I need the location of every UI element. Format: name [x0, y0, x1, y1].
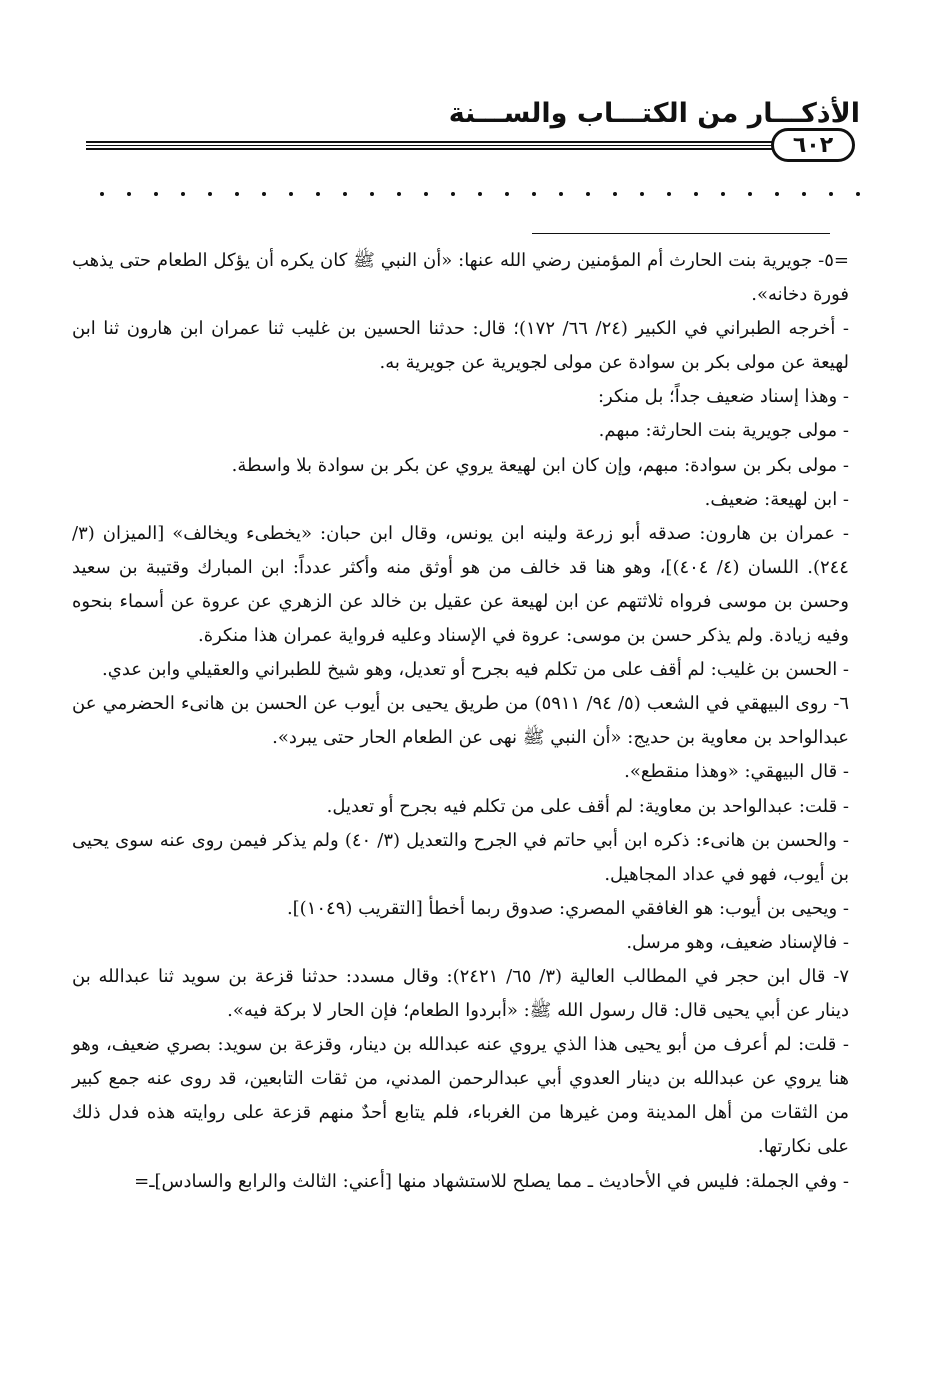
separator-dot — [397, 192, 401, 196]
footnote-paragraph: - مولى بكر بن سوادة: مبهم، وإن كان ابن لهيعة يروي عن بكر بن سوادة بلا واسطة. — [231, 454, 849, 476]
footnote-paragraph: - وفي الجملة: فليس في الأحاديث ـ مما يصلح للاستشهاد منها [أعني: الثالث والرابع والسادس]ـ= — [134, 1170, 849, 1192]
footnote-paragraph: - والحسن بن هانىء: ذكره ابن أبي حاتم في الجرح والتعديل (٣/ ٤٠) ولم يذكر فيمن روى عنه سوى يحيى بن أيوب، فهو في عداد المجاهيل. — [72, 829, 849, 885]
footnote-paragraph: - قال البيهقي: «وهذا منقطع». — [624, 761, 849, 783]
separator-dot — [478, 192, 482, 196]
footnote-paragraph: - وهذا إسناد ضعيف جداً؛ بل منكر: — [597, 386, 849, 408]
separator-dot — [343, 192, 347, 196]
separator-dots — [100, 192, 860, 196]
separator-dot — [721, 192, 725, 196]
separator-dot — [559, 192, 563, 196]
header-rule-line — [86, 148, 773, 150]
separator-dot — [802, 192, 806, 196]
header-rule-line — [86, 145, 773, 146]
separator-dot — [424, 192, 428, 196]
separator-dot — [829, 192, 833, 196]
separator-dot — [100, 192, 104, 196]
footnote-paragraph: =٥- جويرية بنت الحارث أم المؤمنين رضي الله عنها: «أن النبي ﷺ كان يكره أن يؤكل الطعام حتى يذهب فورة دخانه». — [72, 250, 849, 306]
separator-dot — [640, 192, 644, 196]
footnote-paragraph: - ويحيى بن أيوب: هو الغافقي المصري: صدوق ربما أخطأ [التقريب (١٠٤٩)]. — [286, 897, 849, 919]
separator-dot — [451, 192, 455, 196]
separator-dot — [235, 192, 239, 196]
separator-dot — [127, 192, 131, 196]
separator-dot — [316, 192, 320, 196]
separator-dot — [181, 192, 185, 196]
footnote-paragraph: - قلت: لم أعرف من أبو يحيى هذا الذي يروي عنه عبدالله بن دينار، وقزعة بن سويد: بصري ضعيف، وهو هنا يروي عن عبدالله بن دينار العدوي أبي عبدالرحمن المدني، من ثقات التابعين، قد روى عنه جمع كبير من الثقات من أهل المدينة ومن غيرها من الغرباء، فلم يتابع أحدٌ منهم قزعة على روايته هذه فدل ذلك على نكارتها. — [72, 1034, 849, 1158]
footnote-text — [72, 244, 849, 1199]
separator-dot — [856, 192, 860, 196]
footnote-paragraph: - عمران بن هارون: صدقه أبو زرعة ولينه ابن يونس، وقال ابن حبان: «يخطىء ويخالف» [الميزان (٣/ ٢٤٤). اللسان (٤/ ٤٠٤)]، وهو هنا قد خالف من هو أوثق منه وأكثر عدداً: ابن المبارك وقتيبة بن سعيد وحسن بن موسى فرواه ثلاثتهم عن ابن لهيعة عن عقيل بن خالد عن الزهري عن عروة عن أسماء بنحوه وفيه زيادة. ولم يذكر حسن بن موسى: عروة في الإسناد وعليه فرواية عمران هذا منكرة. — [72, 522, 849, 647]
footnote-paragraph: - مولى جويرية بنت الحارثة: مبهم. — [598, 420, 849, 442]
separator-dot — [694, 192, 698, 196]
footnote-paragraph: - قلت: عبدالواحد بن معاوية: لم أقف على من تكلم فيه بجرح أو تعديل. — [326, 795, 849, 817]
separator-dot — [370, 192, 374, 196]
page-number: ٦٠٢ — [771, 128, 855, 162]
footnote-paragraph: - أخرجه الطبراني في الكبير (٢٤/ ٦٦/ ١٧٢)؛ قال: حدثنا الحسين بن غليب ثنا عمران ابن هارون ثنا ابن لهيعة عن مولى بكر بن سوادة عن مولى لجويرية عن جويرية به. — [72, 318, 849, 374]
header-rule — [86, 138, 773, 154]
separator-dot — [586, 192, 590, 196]
footnote-paragraph: ٦- روى البيهقي في الشعب (٥/ ٩٤/ ٥٩١١) من طريق يحيى بن أيوب عن الحسن بن هانىء الحضرمي عن عبدالواحد بن معاوية بن حديج: «أن النبي ﷺ نهى عن الطعام الحار حتى يبرد». — [72, 693, 849, 749]
separator-dot — [748, 192, 752, 196]
separator-dot — [505, 192, 509, 196]
separator-dot — [154, 192, 158, 196]
footnote-paragraph: - فالإسناد ضعيف، وهو مرسل. — [626, 931, 849, 953]
separator-dot — [667, 192, 671, 196]
separator-dot — [532, 192, 536, 196]
separator-dot — [289, 192, 293, 196]
footnote-paragraph: - ابن لهيعة: ضعيف. — [704, 488, 849, 510]
footnote-paragraph: ٧- قال ابن حجر في المطالب العالية (٣/ ٦٥/ ٢٤٢١): وقال مسدد: حدثنا قزعة بن سويد ثنا عبدالله بن دينار عن أبي يحيى قال: قال رسول الله ﷺ: «أبردوا الطعام؛ فإن الحار لا بركة فيه». — [72, 965, 849, 1022]
separator-dot — [262, 192, 266, 196]
running-title: الأذكـــار من الكتـــاب والســـنة — [448, 98, 860, 129]
separator-dot — [613, 192, 617, 196]
footnote-rule — [532, 233, 830, 234]
separator-dot — [208, 192, 212, 196]
separator-dot — [775, 192, 779, 196]
header-rule-line — [86, 141, 773, 143]
footnote-paragraph: - الحسن بن غليب: لم أقف على من تكلم فيه بجرح أو تعديل، وهو شيخ للطبراني والعقيلي وابن عدي. — [102, 659, 849, 681]
